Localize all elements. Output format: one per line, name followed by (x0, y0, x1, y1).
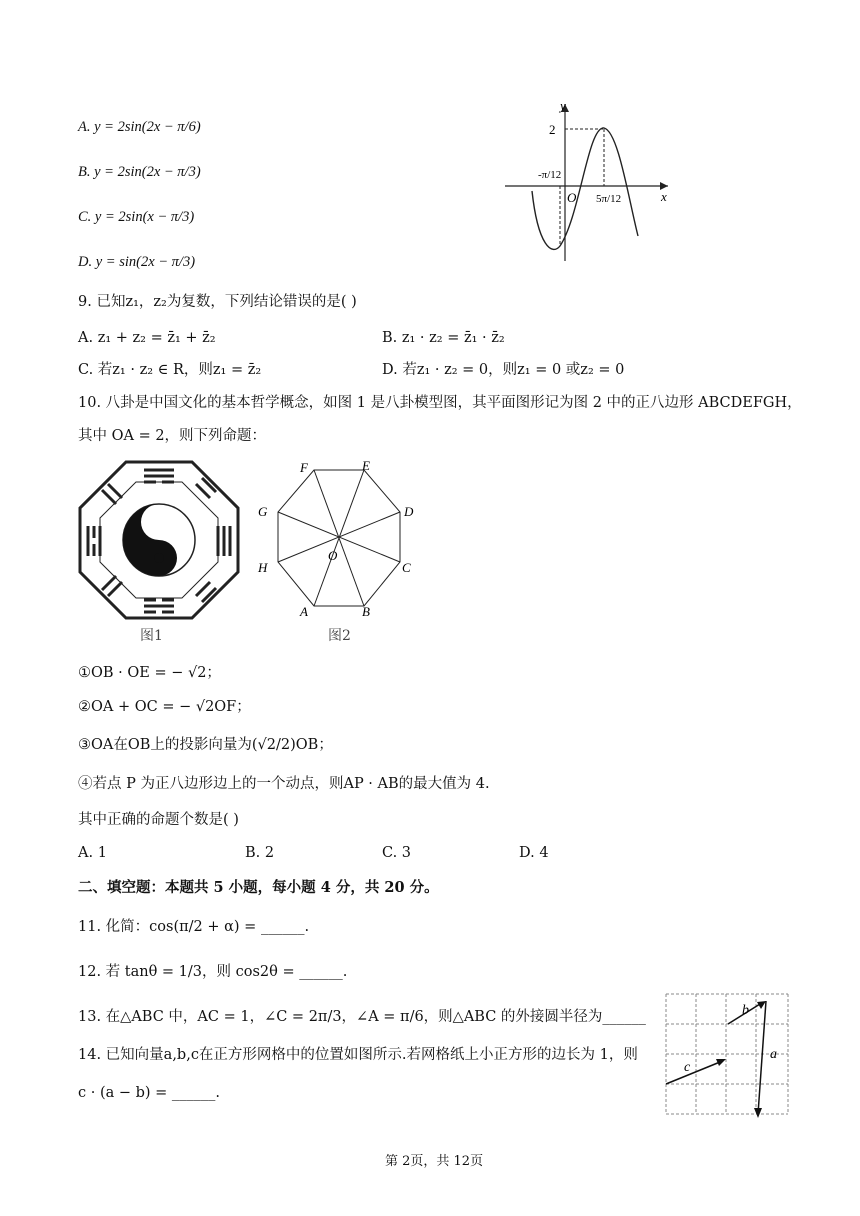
y-axis-label: y (560, 98, 566, 113)
q8-option-a: A. y = 2sin(2x − π/6) (78, 119, 201, 135)
vertex-b-label: B (362, 604, 370, 619)
q9-option-d: D. 若z₁ · z₂ = 0，则z₁ = 0 或z₂ = 0 (382, 362, 625, 378)
q10-item-3: ③OA在OB上的投影向量为(√2/2)OB； (78, 737, 333, 753)
vertex-h-label: H (258, 560, 268, 575)
q8-option-c: C. y = 2sin(x − π/3) (78, 209, 195, 225)
sine-curve (532, 128, 638, 249)
taiji-dot-dark (154, 553, 164, 563)
q10-option-b: B. 2 (245, 845, 275, 861)
vector-a-arrowhead-icon (754, 1108, 762, 1118)
q10-stem-line1: 10. 八卦是中国文化的基本哲学概念，如图 1 是八卦模型图，其平面图形记为图 2 中的正八边形 ABCDEFGH， (78, 395, 802, 411)
q8-option-d: D. y = sin(2x − π/3) (78, 254, 196, 270)
q10-item-2: ②OA + OC = − √2OF； (78, 699, 251, 715)
q14-line1: 14. 已知向量a,b,c在正方形网格中的位置如图所示.若网格纸上小正方形的边长为 1，则 (78, 1047, 638, 1063)
vector-b-label: b (742, 1003, 749, 1018)
right-tick-label: 5π/12 (596, 193, 622, 205)
vertex-e-label: E (362, 458, 370, 473)
vector-c-label: c (684, 1060, 691, 1075)
q11-text: 11. 化简：cos(π/2 + α) = ______. (78, 919, 310, 935)
q10-option-d: D. 4 (519, 845, 549, 861)
bagua-figure (78, 460, 240, 620)
vertex-a-label: A (300, 604, 308, 619)
center-o-label: O (328, 548, 338, 563)
q10-stem-line2: 其中 OA = 2，则下列命题： (78, 428, 267, 444)
vector-c-line (666, 1062, 720, 1084)
q10-option-c: C. 3 (382, 845, 412, 861)
left-tick-label: -π/12 (538, 169, 562, 181)
x-axis-label: x (661, 189, 667, 204)
q10-item-4: ④若点 P 为正八边形边上的一个动点，则AP · AB的最大值为 4. (78, 776, 490, 792)
q12-text: 12. 若 tanθ = 1/3，则 cos2θ = ______. (78, 964, 348, 980)
q9-stem: 9. 已知z₁，z₂为复数，下列结论错误的是( ) (78, 294, 357, 310)
taiji-dot-light (154, 517, 164, 527)
q8-option-b: B. y = 2sin(2x − π/3) (78, 164, 201, 180)
vector-grid-figure (662, 986, 792, 1120)
q13-text: 13. 在△ABC 中，AC = 1，∠C = 2π/3，∠A = π/6，则△ABC 的外接圆半径为______ (78, 1009, 646, 1025)
q9-option-c: C. 若z₁ · z₂ ∈ R，则z₁ = z̄₂ (78, 362, 262, 378)
vector-a-line (758, 1001, 766, 1114)
q9-option-a: A. z₁ + z₂ = z̄₁ + z̄₂ (78, 330, 216, 346)
q14-line2: c · (a − b) = ______. (78, 1085, 221, 1101)
vector-c-arrowhead-icon (716, 1059, 726, 1066)
q10-item-1: ①OB · OE = − √2； (78, 665, 221, 681)
q8-sine-graph (500, 96, 680, 266)
q10-ask: 其中正确的命题个数是( ) (78, 812, 239, 828)
fig2-caption: 图2 (328, 628, 351, 644)
q9-option-b: B. z₁ · z₂ = z̄₁ · z̄₂ (382, 330, 505, 346)
page-footer: 第 2页，共 12页 (385, 1154, 484, 1169)
vector-a-label: a (770, 1047, 777, 1062)
vertex-d-label: D (404, 504, 414, 519)
q10-option-a: A. 1 (78, 845, 107, 861)
section-title: 二、填空题：本题共 5 小题，每小题 4 分，共 20 分。 (78, 879, 439, 896)
vertex-c-label: C (402, 560, 411, 575)
fig1-caption: 图1 (140, 628, 163, 644)
octagon-figure (252, 458, 422, 620)
origin-label: O (567, 190, 577, 205)
vertex-g-label: G (258, 504, 268, 519)
max-value-label: 2 (549, 122, 556, 137)
vertex-f-label: F (300, 460, 308, 475)
